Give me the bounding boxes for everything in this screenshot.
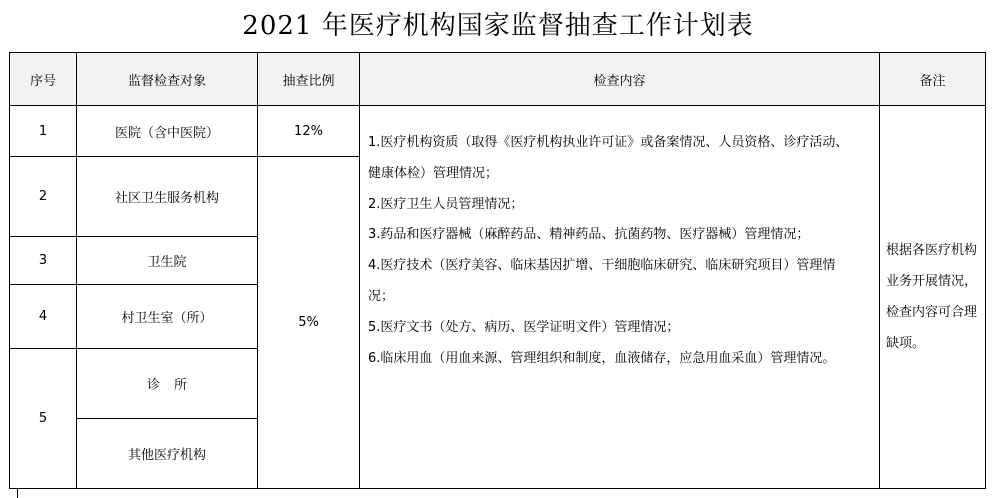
content-line: 4.医疗技术（医疗美容、临床基因扩增、干细胞临床研究、临床研究项目）管理情 xyxy=(368,258,836,274)
row-target xyxy=(77,349,258,419)
header-seq: 序号 xyxy=(10,53,77,106)
header-remark: 备注 xyxy=(880,53,986,106)
inspection-content-cell xyxy=(360,106,880,489)
row-target: 卫生院 xyxy=(77,237,258,285)
table-row xyxy=(10,106,986,157)
row-target: 村卫生室（所） xyxy=(77,285,258,349)
row-ratio-group: 5% xyxy=(258,157,360,489)
remark-cell: 根据各医疗机构业务开展情况，检查内容可合理缺项。 xyxy=(880,106,986,489)
row-target: 其他医疗机构 xyxy=(77,419,258,489)
page-edge-line xyxy=(17,488,18,498)
content-line: 6.临床用血（用血来源、管理组织和制度，血液储存，应急用血采血）管理情况。 xyxy=(368,350,836,366)
row-seq: 5 xyxy=(10,349,77,489)
content-line: 5.医疗文书（处方、病历、医学证明文件）管理情况； xyxy=(368,319,680,335)
row-target: 社区卫生服务机构 xyxy=(77,157,258,237)
content-line: 1.医疗机构资质（取得《医疗机构执业许可证》或备案情况、人员资格、诊疗活动、 xyxy=(368,135,849,150)
row-seq: 1 xyxy=(10,106,77,157)
row-ratio: 12% xyxy=(258,106,360,157)
content-line: 3.药品和医疗器械（麻醉药品、精神药品、抗菌药物、医疗器械）管理情况； xyxy=(368,227,810,243)
row-seq: 2 xyxy=(10,157,77,237)
page-title: 2021 年医疗机构国家监督抽查工作计划表 xyxy=(242,11,754,41)
content-line: 健康体检）管理情况； xyxy=(368,165,499,181)
header-ratio: 抽查比例 xyxy=(258,53,360,106)
header-target: 监督检查对象 xyxy=(77,53,258,106)
row-target: 医院（含中医院） xyxy=(77,106,258,157)
row-seq: 4 xyxy=(10,285,77,349)
header-content: 检查内容 xyxy=(360,53,880,106)
table-header-row xyxy=(10,53,986,106)
row-target-label: 诊所 xyxy=(146,378,201,393)
content-line: 况； xyxy=(368,288,395,304)
content-line: 2.医疗卫生人员管理情况； xyxy=(368,196,524,212)
row-seq: 3 xyxy=(10,237,77,285)
inspection-plan-table xyxy=(9,52,986,489)
